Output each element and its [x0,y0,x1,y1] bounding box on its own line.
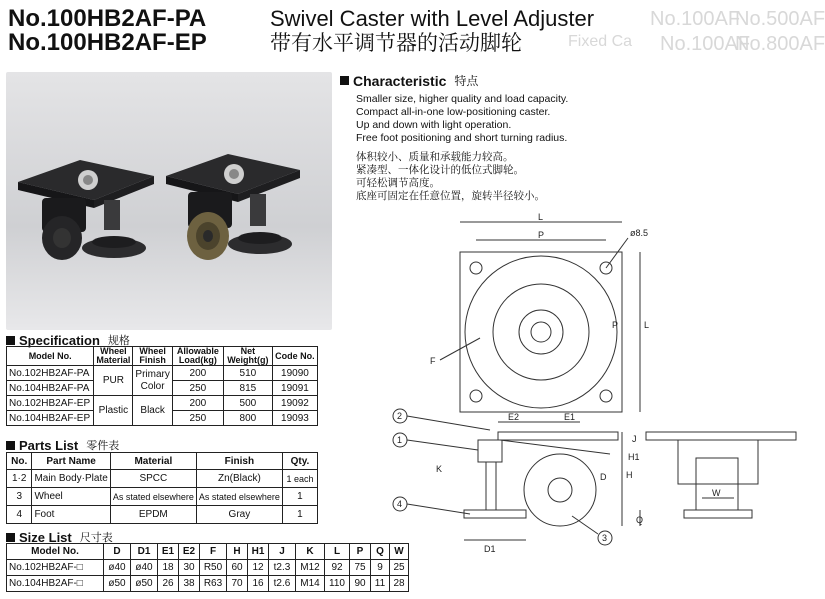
table-cell: No.102HB2AF-PA [7,366,94,381]
dim-label-E2: E2 [508,412,520,422]
table-header: E2 [179,544,200,560]
parts-title: Parts List [19,437,79,453]
product-title-cn: 带有水平调节器的活动脚轮 [270,32,522,55]
dim-label-D: D [600,472,607,482]
model-pa-title: No.100HB2AF-PA [8,5,207,32]
dim-label-H: H [626,470,633,480]
table-header: Wheel Finish [133,347,172,366]
table-header: Allowable Load(kg) [172,347,223,366]
table-cell: 250 [172,381,223,396]
specification-title: Specification [19,332,100,348]
characteristic-line: Free foot positioning and short turning radius. [356,132,568,144]
characteristic-title-cn: 特点 [454,74,479,88]
dim-label-H1: H1 [628,452,640,462]
table-cell: 3 [7,488,32,506]
table-cell: 19090 [272,366,317,381]
characteristic-line-cn: 可轻松调节高度。 [356,177,440,189]
table-cell: 9 [371,560,390,576]
table-cell: ø40 [104,560,131,576]
section-bullet-icon [6,336,15,345]
table-cell: No.104HB2AF-PA [7,381,94,396]
table-cell: 25 [390,560,409,576]
ghost-text: No.100AF [660,33,751,55]
table-cell: 11 [371,576,390,592]
table-cell: R63 [200,576,227,592]
table-header: F [200,544,227,560]
table-cell: 500 [223,396,272,411]
table-header: L [325,544,350,560]
table-cell: Wheel [32,488,110,506]
model-ep-title: No.100HB2AF-EP [8,29,207,56]
table-cell: 800 [223,411,272,426]
table-header: H1 [248,544,269,560]
table-cell: 12 [248,560,269,576]
dim-label-E1: E1 [564,412,576,422]
table-row [7,488,318,506]
characteristic-line: Compact all-in-one low-positioning caster. [356,106,551,118]
table-cell: R50 [200,560,227,576]
table-cell: M12 [296,560,325,576]
table-cell: M14 [296,576,325,592]
table-header: Net Weight(g) [223,347,272,366]
table-cell: Primary Color [133,366,172,396]
table-header: K [296,544,325,560]
table-header: Wheel Material [94,347,133,366]
dim-label-F: F [430,356,436,366]
table-cell: Foot [32,506,110,524]
table-cell: 200 [172,396,223,411]
top-view-drawing [440,222,640,412]
table-row [7,576,409,592]
table-cell: 200 [172,366,223,381]
characteristic-line: Smaller size, higher quality and load capacity. [356,93,569,105]
dim-label-W: W [712,488,721,498]
table-cell: 1 [282,488,317,506]
table-cell: 60 [227,560,248,576]
table-cell: Zn(Black) [196,470,282,488]
table-row [7,470,318,488]
table-header-row [7,453,318,470]
table-cell: Main Body·Plate [32,470,110,488]
table-cell: 75 [350,560,371,576]
section-bullet-icon [6,533,15,542]
ghost-text: No.500AF [735,8,825,30]
table-header: Code No. [272,347,317,366]
table-cell: No.102HB2AF-EP [7,396,94,411]
dim-label-L-vertical: L [644,320,650,330]
table-cell: 1 each [282,470,317,488]
table-header: No. [7,453,32,470]
size-title: Size List [19,529,72,545]
characteristic-text-en [356,93,568,145]
table-cell: 90 [350,576,371,592]
table-row [7,396,318,411]
table-cell: As stated elsewhere [110,488,196,506]
table-cell: Black [133,396,172,426]
table-header: E1 [158,544,179,560]
table-cell: PUR [94,366,133,396]
characteristic-line-cn: 体积较小、质量和承载能力较高。 [356,151,514,163]
dim-label-L: L [538,212,544,222]
table-header: D1 [131,544,158,560]
table-cell: 26 [158,576,179,592]
product-photo [6,72,332,330]
section-bullet-icon [340,76,349,85]
table-header-row [7,347,318,366]
table-cell: 110 [325,576,350,592]
section-bullet-icon [6,441,15,450]
table-cell: Gray [196,506,282,524]
characteristic-line: Up and down with light operation. [356,119,512,131]
table-cell: t2.3 [269,560,296,576]
table-cell: 16 [248,576,269,592]
table-cell: Plastic [94,396,133,426]
table-cell: EPDM [110,506,196,524]
table-header: J [269,544,296,560]
specification-title-cn: 规格 [107,335,130,347]
table-header: Model No. [7,347,94,366]
characteristic-title: Characteristic [353,72,447,89]
caster-photo-illustration [6,72,332,330]
table-cell: ø50 [104,576,131,592]
product-title-en: Swivel Caster with Level Adjuster [270,6,595,31]
table-header: D [104,544,131,560]
table-cell: 70 [227,576,248,592]
parts-heading [6,437,119,453]
table-header-row [7,544,409,560]
characteristic-heading [340,72,478,89]
ghost-text: No.800AF [735,33,825,55]
table-cell: 1 [282,506,317,524]
front-view-drawing [640,432,796,526]
table-cell: 28 [390,576,409,592]
callout-4: 4 [397,499,403,509]
table-cell: 4 [7,506,32,524]
table-header: Part Name [32,453,110,470]
size-title-cn: 尺寸表 [79,532,113,544]
dim-label-J: J [632,434,637,444]
callout-1: 1 [397,435,403,445]
callout-3: 3 [602,533,608,543]
dim-label-hole: ø8.5 [630,228,649,238]
callout-2: 2 [397,411,403,421]
table-cell: t2.6 [269,576,296,592]
table-cell: ø40 [131,560,158,576]
table-header: W [390,544,409,560]
dim-label-Q: Q [636,515,644,525]
table-cell: 1·2 [7,470,32,488]
table-header: Qty. [282,453,317,470]
specification-table [6,346,318,426]
table-cell: No.104HB2AF-□ [7,576,104,592]
table-cell: 92 [325,560,350,576]
table-cell: 250 [172,411,223,426]
callout-circles [393,409,612,545]
characteristic-text-cn [356,151,545,203]
table-row [7,506,318,524]
dim-label-P: P [538,230,545,240]
parts-title-cn: 零件表 [86,440,120,452]
table-cell: ø50 [131,576,158,592]
table-cell: 38 [179,576,200,592]
table-header: Model No. [7,544,104,560]
table-header: P [350,544,371,560]
side-view-drawing [464,422,622,540]
table-header: Material [110,453,196,470]
table-header: Finish [196,453,282,470]
table-cell: 19093 [272,411,317,426]
table-row [7,560,409,576]
ghost-text: No.100AF [650,8,741,30]
table-cell: 18 [158,560,179,576]
table-cell: No.104HB2AF-EP [7,411,94,426]
table-cell: 815 [223,381,272,396]
dim-label-D1: D1 [484,544,496,554]
table-cell: 19091 [272,381,317,396]
table-header: Q [371,544,390,560]
table-cell: 510 [223,366,272,381]
ghost-text: Fixed Ca [568,33,633,50]
dim-label-K: K [436,464,443,474]
table-cell: As stated elsewhere [196,488,282,506]
table-row [7,366,318,381]
dim-label-P-vertical: P [612,320,619,330]
table-header: H [227,544,248,560]
characteristic-line-cn: 紧凑型、一体化设计的低位式脚轮。 [356,164,524,176]
table-cell: No.102HB2AF-□ [7,560,104,576]
table-cell: SPCC [110,470,196,488]
size-table [6,543,409,592]
table-cell: 30 [179,560,200,576]
parts-table [6,452,318,524]
table-cell: 19092 [272,396,317,411]
characteristic-line-cn: 底座可固定在任意位置，旋转半径较小。 [356,190,545,202]
